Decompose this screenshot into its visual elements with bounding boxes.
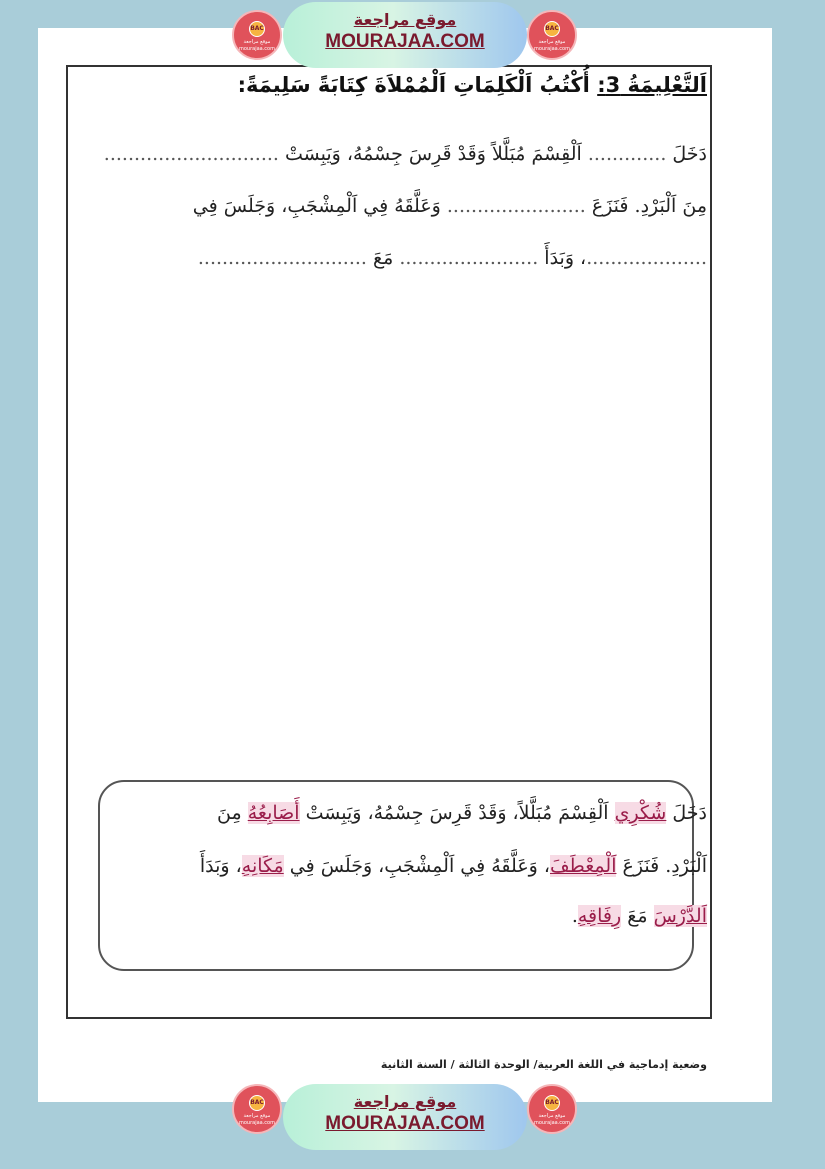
logo-badge: BAC	[249, 21, 265, 37]
blank-field[interactable]: ....................	[586, 247, 707, 269]
answer-text: ، وَعَلَّقَهُ فِي اَلْمِشْجَبِ، وَجَلَسَ فِي	[283, 855, 550, 877]
answer-line-2	[141, 855, 707, 877]
banner-url[interactable]: MOURAJAA.COM	[325, 31, 485, 52]
banner-url[interactable]: MOURAJAA.COM	[325, 1113, 485, 1134]
dictation-line-3	[77, 247, 707, 269]
site-logo-left-top[interactable]	[232, 10, 282, 60]
answer-text: دَخَلَ	[666, 802, 707, 824]
logo-arabic: موقع مراجعة	[538, 1113, 566, 1119]
logo-badge: BAC	[249, 1095, 265, 1111]
site-logo-left-bottom[interactable]	[232, 1084, 282, 1134]
answer-line-3	[141, 905, 707, 927]
answer-text: ، وَبَدَأَ	[199, 855, 242, 877]
blank-field[interactable]: .............	[587, 143, 667, 165]
site-banner-bottom[interactable]	[283, 1084, 527, 1150]
answer-line-1	[141, 802, 707, 824]
logo-arabic: موقع مراجعة	[538, 39, 566, 45]
logo-english: mourajaa.com	[238, 46, 275, 52]
site-banner-top[interactable]	[283, 2, 527, 68]
answer-highlight: مَكَانِهِ	[241, 855, 284, 877]
answer-text: مَعَ	[621, 905, 654, 927]
logo-badge: BAC	[544, 21, 560, 37]
exercise-title	[238, 73, 707, 97]
line-text: دَخَلَ	[666, 143, 707, 165]
line-text: وَعَلَّقَهُ فِي اَلْمِشْجَبِ، وَجَلَسَ فِي	[192, 195, 447, 217]
page-footer: وضعية إدماجية في اللغة العربية/ الوحدة الثالثة / السنة الثانية	[380, 1058, 707, 1071]
banner-arabic[interactable]: موقع مراجعة	[353, 1092, 457, 1111]
logo-arabic: موقع مراجعة	[243, 39, 271, 45]
answer-highlight: أَصَابِعُهُ	[247, 802, 300, 824]
logo-arabic: موقع مراجعة	[243, 1113, 271, 1119]
dictation-line-2	[77, 195, 707, 217]
answer-highlight: شُكْرِي	[614, 802, 667, 824]
line-text: مَعَ	[366, 247, 400, 269]
answer-highlight: رِفَاقِهِ	[577, 905, 622, 927]
blank-field[interactable]: .......................	[446, 195, 586, 217]
answer-highlight: اَلدَّرْسَ	[653, 905, 707, 927]
answer-text: مِنَ	[217, 802, 248, 824]
answer-text: اَلْبَرْدِ. فَنَزَعَ	[616, 855, 707, 877]
blank-field[interactable]: ............................	[197, 247, 367, 269]
exercise-label: اَلتَّعْلِيمَةُ 3:	[597, 73, 707, 97]
banner-arabic[interactable]: موقع مراجعة	[353, 10, 457, 29]
blank-field[interactable]: .............................	[103, 143, 279, 165]
answer-text: اَلْقِسْمَ مُبَلَّلاً، وَقَدْ قَرِسَ جِسْمُهُ، وَيَبِسَتْ	[299, 802, 615, 824]
logo-english: mourajaa.com	[533, 46, 570, 52]
answer-text: .	[571, 905, 578, 927]
site-logo-right-top[interactable]	[527, 10, 577, 60]
exercise-instruction: أُكْتُبُ اَلْكَلِمَاتِ اَلْمُمْلاَةَ كِتَابَةً سَلِيمَةً:	[237, 73, 598, 97]
site-logo-right-bottom[interactable]	[527, 1084, 577, 1134]
logo-english: mourajaa.com	[533, 1120, 570, 1126]
line-text: مِنَ اَلْبَرْدِ. فَنَزَعَ	[585, 195, 707, 217]
logo-english: mourajaa.com	[238, 1120, 275, 1126]
blank-field[interactable]: .......................	[399, 247, 539, 269]
dictation-line-1	[77, 143, 707, 165]
line-text: اَلْقِسْمَ مُبَلَّلاً وَقَدْ قَرِسَ جِسْمُهُ، وَيَبِسَتْ	[278, 143, 588, 165]
answer-highlight: اَلْمِعْطَفَ	[550, 855, 617, 877]
logo-badge: BAC	[544, 1095, 560, 1111]
line-text: ، وَبَدَأَ	[538, 247, 587, 269]
